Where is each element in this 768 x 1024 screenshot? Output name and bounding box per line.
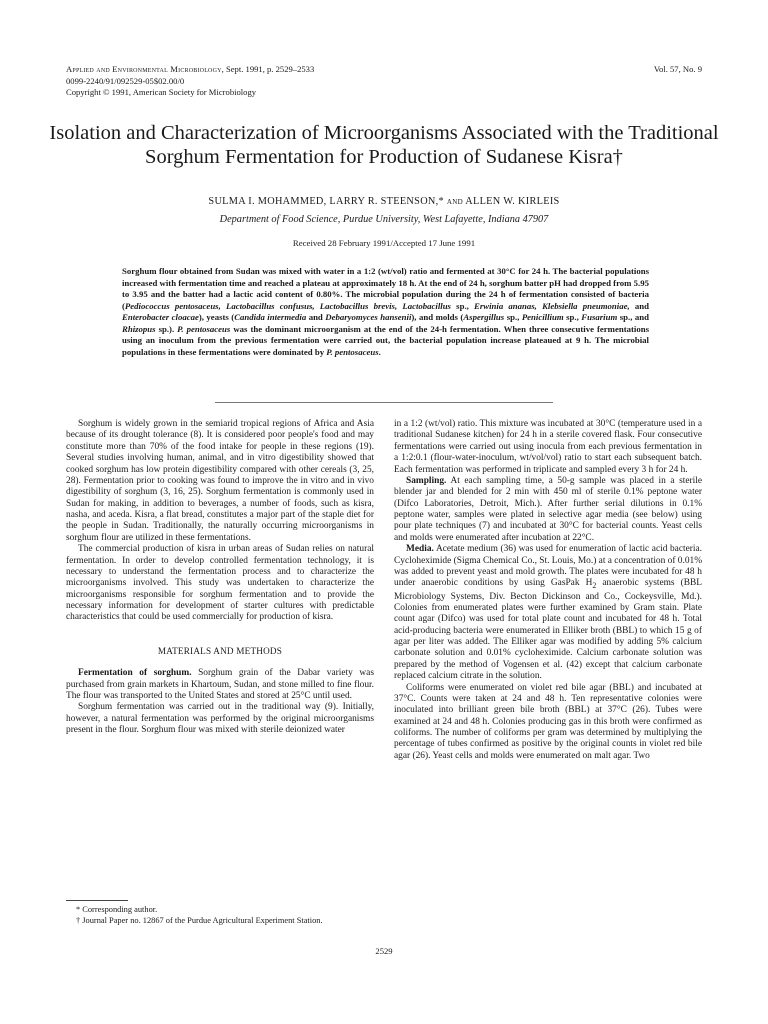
journal-name: Applied and Environmental Microbiology <box>66 64 222 74</box>
subscript: 2 <box>592 581 597 591</box>
sampling-paragraph <box>394 476 702 544</box>
run-in-heading: Media. <box>406 544 434 555</box>
received-dates: Received 28 February 1991/Accepted 17 June 1991 <box>292 238 476 248</box>
authors-and: and <box>446 197 463 207</box>
intro-paragraph-1: Sorghum is widely grown in the semiarid tropical regions of Africa and Asia because of its drought tolerance (8). It is considered poor people's food and may constitute more than 70% of the food intake for people in these regions (19). Several studies involving human, animal, and in vitro digestibility showed that cooked sorghum has low protein digestibility compared with other cereals (3, 25, 28). Fermentation prior to cooking was found to improve the in vitro and in vivo digestibility of sorghum (3, 16, 25). Sorghum fermentation is commonly used in Sudan for making, in addition to beverages, a number of foods, such as kisra, nasha, and aceda. Kisra, a flat bread, constitutes a major part of the staple diet for the people in Sudan. Traditionally, the naturally occurring microorganisms in sorghum flour are utilized in these fermentations. <box>66 419 374 543</box>
coliform-paragraph: Coliforms were enumerated on violet red bile agar (BBL) and incubated at 37°C. Counts were taken at 24 and 48 h. Ten representative colonies were inoculated into brilliant green bile broth (BBL) at 37°C (26). Tubes were examined at 24 and 48 h. Colonies producing gas in this broth were confirmed as coliforms. The number of coliforms per gram was determined by multiplying the percentage of tubes confirmed as positive by the original counts in violet red bile agar (26). Yeast cells and molds were enumerated on malt agar. Two <box>394 682 702 761</box>
footnote-divider <box>66 900 128 901</box>
abstract-taxon: Aspergillus <box>463 312 505 322</box>
abstract-text: was the dominant microorganism at the end of the 24-h fermentation. When three consecutive fermentations using an inoculum from the previous fermentation were carried out, the bacterial population increase plateaued at 9 h. The microbial populations in these fermentations were dominated by <box>122 323 650 357</box>
citation-details: , Sept. 1991, p. 2529–2533 <box>221 64 315 74</box>
continued-paragraph: in a 1:2 (wt/vol) ratio. This mixture was incubated at 30°C (temperature used in a traditional Sudanese kitchen) for 24 h in a sterile covered flask. Four consecutive fermentations were carried out using inocula from each previous fermentation in a 1:2:0.1 (flour-water-inoculum, wt/vol/vol) ratio to start each subsequent batch. Each fermentation was performed in triplicate and sampled every 3 h for 24 h. <box>394 419 702 475</box>
section-heading-materials-methods: MATERIALS AND METHODS <box>157 645 283 656</box>
volume-issue: Vol. 57, No. 9 <box>653 64 702 74</box>
abstract-taxon: Erwinia ananas, Klebsiella pneumoniae, <box>474 300 630 311</box>
author-list <box>40 196 728 207</box>
authors-part-1: SULMA I. MOHAMMED, LARRY R. STEENSON,* <box>208 196 447 207</box>
abstract-taxon: Enterobacter cloacae <box>122 312 199 322</box>
article-title: Isolation and Characterization of Microorganisms Associated with the Traditional Sorghum Fermentation for Production of Sudanese Kisra† <box>49 122 719 168</box>
paragraph-text: Sorghum grain of the Dabar variety was purchased from grain markets in Khartoum, Sudan, and stone milled to fine flour. The flour was transported to the United States and stored at 25°C until used. <box>66 668 374 701</box>
abstract-taxon: Pediococcus pentosaceus, Lactobacillus confusus, Lactobacillus brevis, Lactobacillus <box>124 300 451 311</box>
abstract-taxon: Rhizopus <box>122 323 156 334</box>
affiliation: Department of Food Science, Purdue University, West Lafayette, Indiana 47907 <box>219 214 549 225</box>
abstract-divider <box>215 402 553 403</box>
abstract-taxon: P. pentosaceus <box>326 346 379 357</box>
article-code: 0099-2240/91/092529-05$02.00/0 <box>66 75 185 86</box>
abstract-text: ), yeasts ( <box>198 312 235 322</box>
procedure-paragraph: Sorghum fermentation was carried out in the traditional way (9). Initially, however, a natural fermentation was performed by the original microorganisms present in the flour. Sorghum flour was mixed with sterile deionized water <box>66 702 374 735</box>
journal-header <box>66 64 314 99</box>
page-number: 2529 <box>375 946 393 956</box>
paragraph-text: anaerobic systems (BBL Microbiology Systems, Div. Becton Dickinson and Co., Cockeysville, Md.). Colonies from enumerated plates were further examined by Gram stain. Plate count agar (Difco) was used for total plate count and incubated for 48 h. Total acid-producing bacteria were enumerated in Elliker broth (BBL) to which 15 g of agar per liter was added. The Elliker agar was modified by adding 5% calcium carbonate solution and 0.01% cycloheximide. Calcium carbonate solution was prepared by the method of Vogensen et al. (42) except that calcium carbonate replaced calcium citrate in the solution. <box>394 578 702 682</box>
abstract-taxon: Fusarium <box>581 312 618 322</box>
left-column <box>66 419 374 736</box>
run-in-heading: Fermentation of sorghum. <box>78 668 192 679</box>
abstract-text: sp., <box>563 312 582 322</box>
abstract-text: sp., <box>450 300 475 311</box>
copyright-line: Copyright © 1991, American Society for Microbiology <box>66 87 257 97</box>
paragraph-text: At each sampling time, a 50-g sample was placed in a sterile blender jar and blended for 2 min with 450 ml of sterile 0.1% peptone water (Difco Laboratories, Detroit, Mich.). After further serial dilutions in 0.1% peptone water, samples were plated in selective agar media (see below) using pour plate techniques (7) and incubated at 30°C for bacterial counts. Yeast cells and molds were enumerated after incubation at 22°C. <box>394 475 702 543</box>
abstract-text: . <box>378 346 381 357</box>
citation-line <box>66 64 314 76</box>
footnote-corresponding-author: * Corresponding author. <box>76 905 158 914</box>
abstract-text: and <box>306 312 326 322</box>
abstract-text: and <box>629 300 650 311</box>
abstract-taxon: Debaryomyces hansenii <box>325 312 412 322</box>
right-column <box>394 419 702 762</box>
footnote-journal-paper: † Journal Paper no. 12867 of the Purdue Agricultural Experiment Station. <box>76 915 323 925</box>
abstract-text: ), and molds ( <box>411 312 464 322</box>
abstract-text: sp., <box>504 312 522 322</box>
abstract-taxon: Penicillium <box>521 312 564 322</box>
paragraph-text: Acetate medium (36) was used for enumeration of lactic acid bacteria. Cycloheximide (Sigma Chemical Co., St. Louis, Mo.) at a concentration of 0.01% was added to prevent yeast and mold growth. The plates were incubated for 48 h under anaerobic conditions by using GasPak H <box>394 544 703 589</box>
media-paragraph <box>394 544 702 682</box>
fermentation-paragraph <box>66 668 374 702</box>
abstract-text: Sorghum flour obtained from Sudan was mixed with water in a 1:2 (wt/vol) ratio and fermented at 30°C for 24 h. The bacterial populations increased with fermentation time and reached a plateau at approximately 18 h. At the end of 24 h, sorghum batter pH had dropped from 5.95 to 3.95 and the batter had a lactic acid content of 0.80%. The microbial population during the 24 h of fermentation consisted of bacteria ( <box>122 266 649 311</box>
abstract-text: sp.). <box>155 323 178 334</box>
run-in-heading: Sampling. <box>406 475 447 486</box>
abstract-taxon: Candida intermedia <box>234 312 307 322</box>
footnotes <box>66 905 374 927</box>
abstract <box>122 266 649 358</box>
authors-part-2: ALLEN W. KIRLEIS <box>462 196 560 207</box>
abstract-taxon: P. pentosaceus <box>177 323 231 334</box>
intro-paragraph-2: The commercial production of kisra in urban areas of Sudan relies on natural fermentation. In order to develop controlled fermentation technology, it is necessary to understand the fermentation process and to characterize the microorganisms involved. This study was undertaken to characterize the microorganisms responsible for sorghum fermentation and to provide the necessary information for development of starter cultures with predictable characteristics that could be used commercially for production of kisra. <box>66 544 374 623</box>
abstract-text: sp., and <box>617 312 649 322</box>
